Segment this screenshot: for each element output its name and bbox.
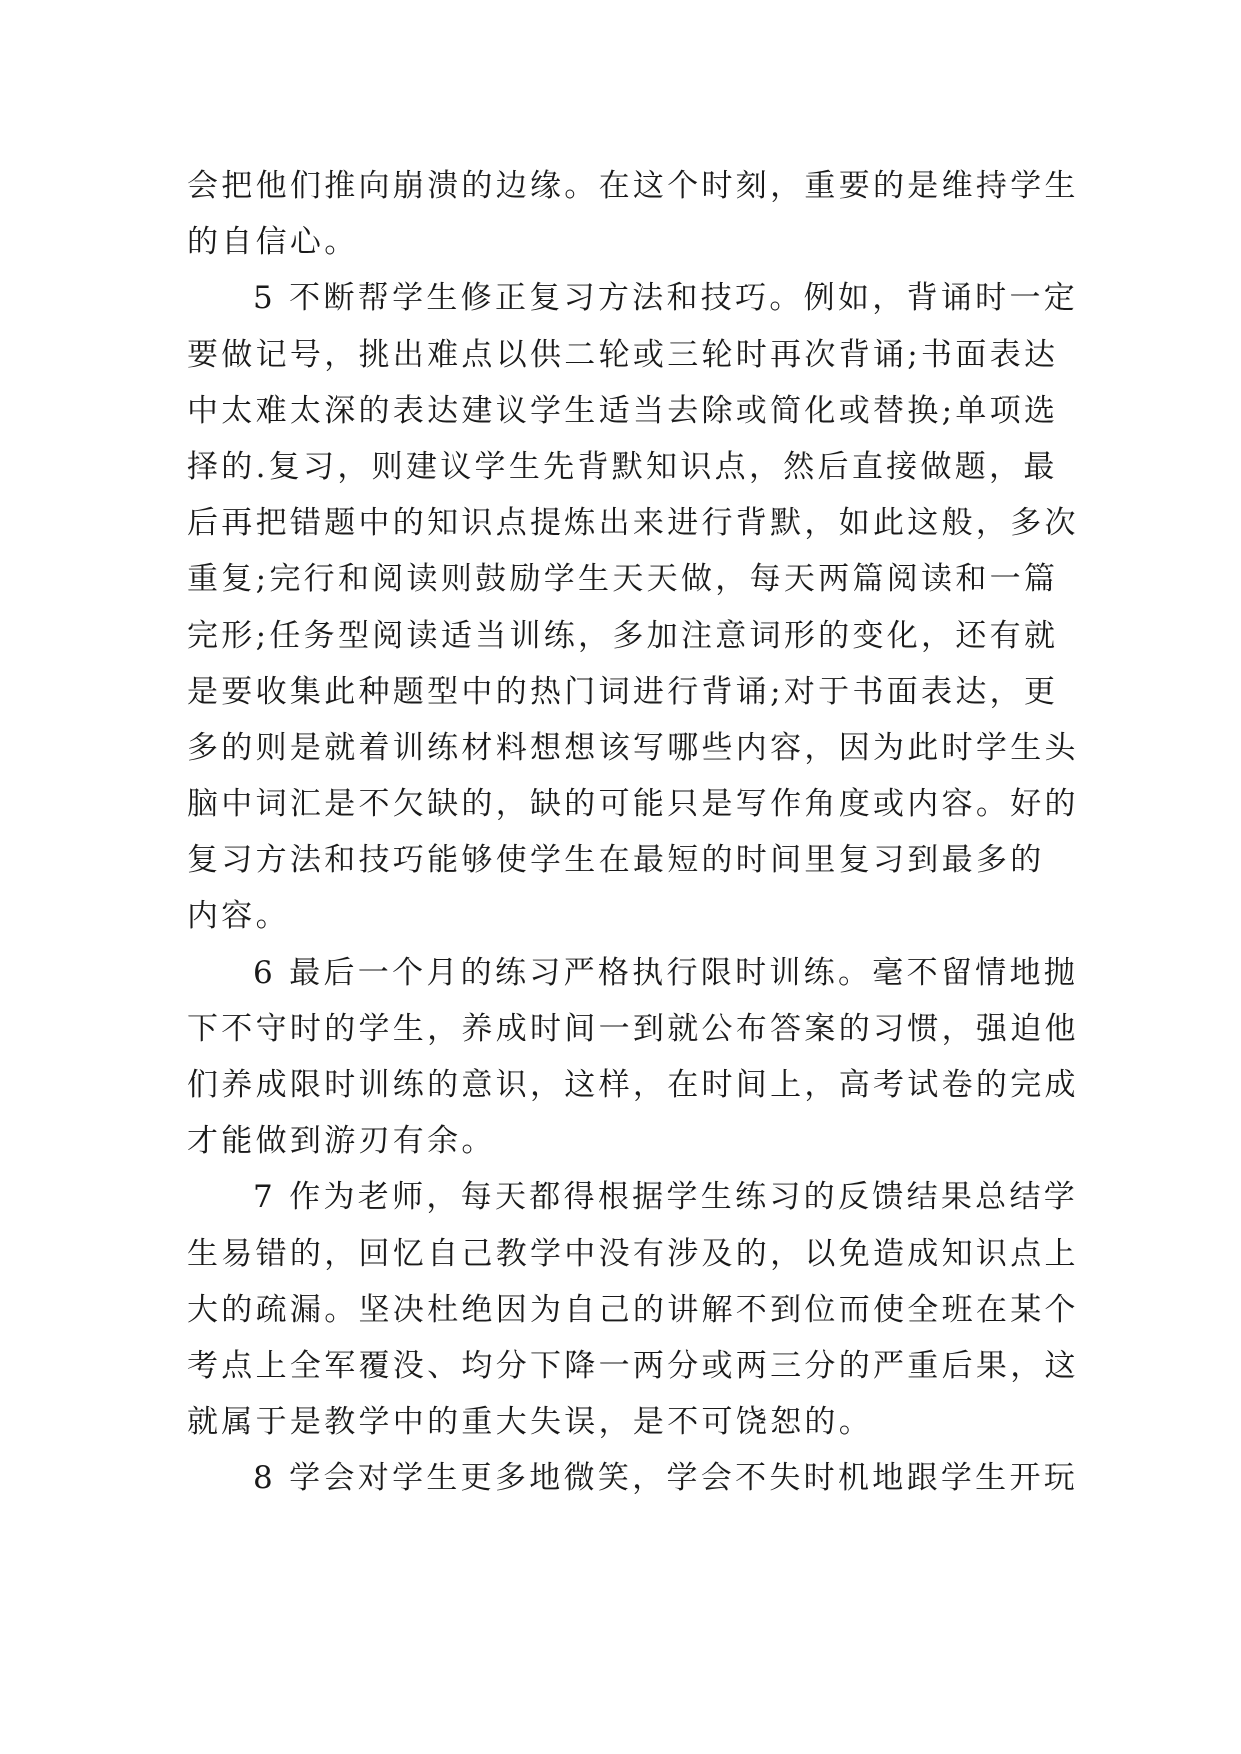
text-line: 的自信心。 (187, 224, 359, 261)
text-line: 7 作为老师，每天都得根据学生练习的反馈结果总结学 (253, 1179, 1079, 1216)
body-text (187, 158, 1079, 1507)
text-line: 考点上全军覆没、均分下降一两分或两三分的严重后果，这 (187, 1347, 1079, 1384)
text-line: 才能做到游刃有余。 (187, 1123, 496, 1160)
text-line: 择的.复习，则建议学生先背默知识点，然后直接做题，最 (187, 448, 1058, 485)
text-line: 们养成限时训练的意识，这样，在时间上，高考试卷的完成 (187, 1067, 1079, 1103)
text-line: 中太难太深的表达建议学生适当去除或简化或替换;单项选 (187, 392, 1059, 429)
text-line: 生易错的，回忆自己教学中没有涉及的，以免造成知识点上 (187, 1235, 1079, 1272)
text-line: 会把他们推向崩溃的边缘。在这个时刻，重要的是维持学生 (187, 168, 1079, 204)
text-line: 复习方法和技巧能够使学生在最短的时间里复习到最多的 (187, 842, 1045, 879)
text-line: 大的疏漏。坚决杜绝因为自己的讲解不到位而使全班在某个 (187, 1291, 1079, 1328)
text-line: 要做记号，挑出难点以供二轮或三轮时再次背诵;书面表达 (187, 336, 1059, 373)
text-line: 6 最后一个月的练习严格执行限时训练。毫不留情地抛 (253, 954, 1079, 991)
text-line: 内容。 (187, 898, 290, 935)
text-line: 多的则是就着训练材料想想该写哪些内容，因为此时学生头 (187, 729, 1079, 766)
text-line: 就属于是教学中的重大失误，是不可饶恕的。 (187, 1404, 873, 1441)
text-line: 下不守时的学生，养成时间一到就公布答案的习惯，强迫他 (187, 1010, 1079, 1047)
text-line: 是要收集此种题型中的热门词进行背诵;对于书面表达，更 (187, 673, 1059, 710)
text-line: 重复;完行和阅读则鼓励学生天天做，每天两篇阅读和一篇 (187, 561, 1059, 598)
text-line: 5 不断帮学生修正复习方法和技巧。例如，背诵时一定 (253, 280, 1079, 317)
text-line: 完形;任务型阅读适当训练，多加注意词形的变化，还有就 (187, 617, 1059, 654)
text-line: 8 学会对学生更多地微笑，学会不失时机地跟学生开玩 (253, 1460, 1079, 1497)
text-line: 后再把错题中的知识点提炼出来进行背默，如此这般，多次 (187, 505, 1079, 542)
text-line: 脑中词汇是不欠缺的，缺的可能只是写作角度或内容。好的 (187, 786, 1079, 823)
